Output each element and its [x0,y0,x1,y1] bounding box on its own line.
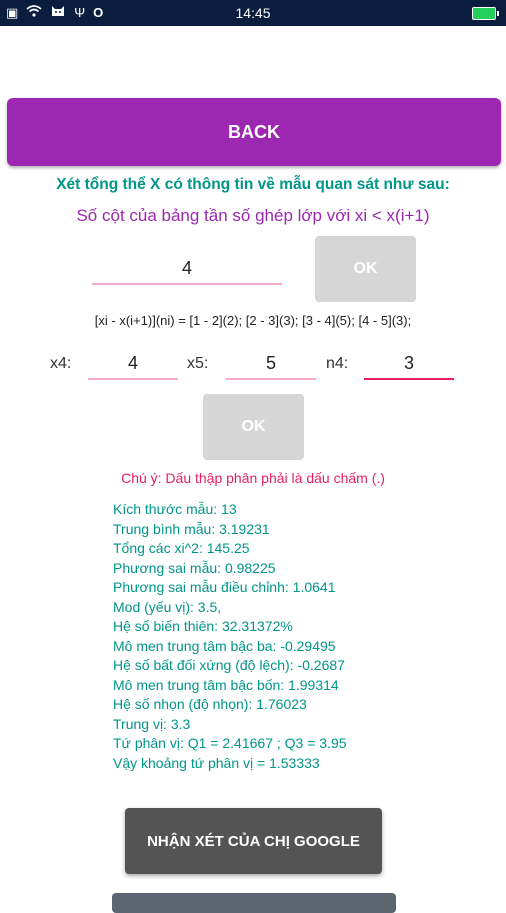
result-quartiles: Tứ phân vị: Q1 = 2.41667 ; Q3 = 3.95 [113,735,347,751]
x5-input[interactable]: 5 [226,348,316,380]
x5-label: x5: [187,355,209,372]
next-button[interactable] [112,893,396,913]
usb-icon: Ψ [74,5,86,20]
page-heading: Xét tổng thể X có thông tin về mẫu quan sát như sau: [56,176,450,193]
result-mode: Mod (yếu vị): 3.5, [113,598,222,615]
n4-label: n4: [326,355,349,372]
back-button[interactable]: BACK [7,98,501,166]
x4-label: x4: [50,355,72,372]
sim-icon: ▣ [6,4,19,20]
columns-input[interactable]: 4 [92,253,282,285]
x4-input[interactable]: 4 [88,348,178,380]
result-third-moment: Mô men trung tâm bậc ba: -0.29495 [113,637,336,654]
status-time: 14:45 [235,5,271,21]
results-list [113,500,347,773]
result-coef-variation: Hệ số biến thiên: 32.31372% [113,618,293,634]
carrier-mark: O [93,5,104,20]
result-sum-squares: Tổng các xi^2: 145.25 [113,540,250,556]
result-fourth-moment: Mô men trung tâm bậc bốn: 1.99314 [113,676,339,693]
result-adjusted-variance: Phương sai mẫu điều chỉnh: 1.0641 [113,579,336,595]
ok-button-columns[interactable]: OK [315,236,416,302]
columns-prompt: Số cột của bảng tần số ghép lớp với xi < x(i+1) [76,206,430,225]
google-review-button[interactable]: NHẬN XÉT CỦA CHỊ GOOGLE [125,808,382,874]
result-median: Trung vị: 3.3 [113,715,191,732]
result-kurtosis: Hệ số nhọn (độ nhọn): 1.76023 [113,696,307,712]
result-iqr: Vậy khoảng tứ phân vị = 1.53333 [113,754,320,771]
n4-input[interactable]: 3 [364,348,454,380]
result-skewness: Hệ số bất đối xứng (độ lệch): -0.2687 [113,657,345,673]
frequency-formula: [xi - x(i+1)](ni) = [1 - 2](2); [2 - 3](3); [3 - 4](5); [4 - 5](3); [94,313,412,328]
ok-button-values[interactable]: OK [203,394,304,460]
result-sample-mean: Trung bình mẫu: 3.19231 [113,520,270,537]
result-variance: Phương sai mẫu: 0.98225 [113,559,276,576]
status-bar [0,0,506,26]
result-sample-size: Kích thước mẫu: 13 [113,501,237,517]
decimal-note: Chú ý: Dấu thập phân phải là dấu chấm (.) [121,470,385,486]
battery-icon [472,7,496,20]
